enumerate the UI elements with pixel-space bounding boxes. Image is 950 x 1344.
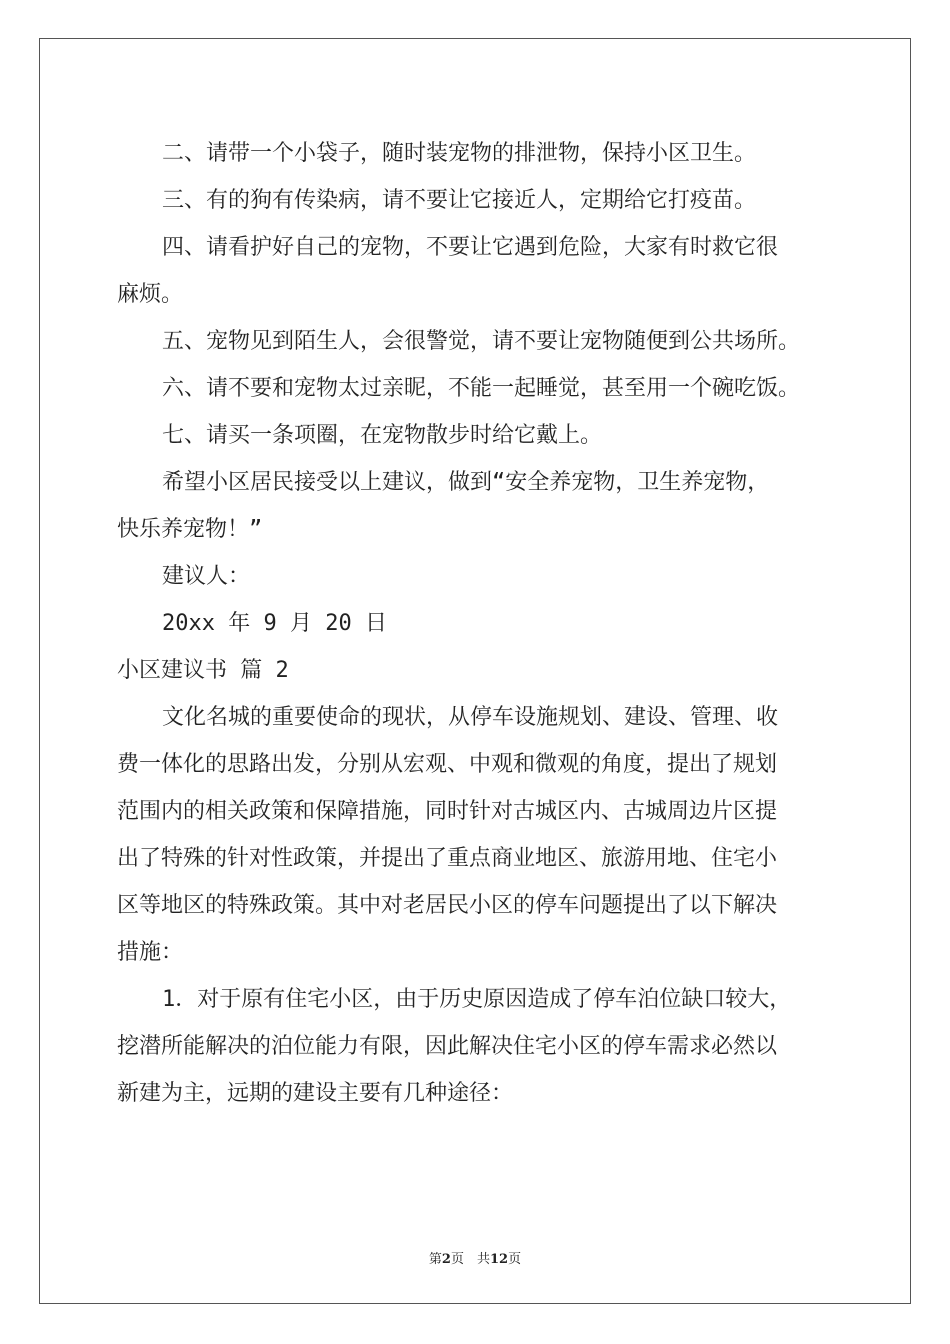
paragraph-line: 希望小区居民接受以上建议，做到“安全养宠物，卫生养宠物， xyxy=(162,470,770,495)
paragraph-line: 麻烦。 xyxy=(117,282,184,307)
paragraph-line: 快乐养宠物！” xyxy=(117,517,263,542)
paragraph-line: 出了特殊的针对性政策，并提出了重点商业地区、旅游用地、住宅小 xyxy=(117,846,778,871)
page-mid: 页 共 xyxy=(450,1252,490,1267)
paragraph-line: 二、请带一个小袋子，随时装宠物的排泄物，保持小区卫生。 xyxy=(162,141,757,166)
paragraph-line: 新建为主，远期的建设主要有几种途径： xyxy=(117,1081,514,1106)
paragraph-line: 范围内的相关政策和保障措施，同时针对古城区内、古城周边片区提 xyxy=(117,799,778,824)
paragraph-line: 三、有的狗有传染病，请不要让它接近人，定期给它打疫苗。 xyxy=(162,188,757,213)
total-page-number: 12 xyxy=(489,1252,509,1267)
paragraph-line: 五、宠物见到陌生人，会很警觉，请不要让宠物随便到公共场所。 xyxy=(162,329,801,354)
document-body xyxy=(117,130,862,1117)
date-line: 20xx 年 9 月 20 日 xyxy=(162,611,387,636)
paragraph-line: 文化名城的重要使命的现状，从停车设施规划、建设、管理、收 xyxy=(162,705,779,730)
page-footer xyxy=(0,1248,950,1267)
paragraph-line: 七、请买一条项圈，在宠物散步时给它戴上。 xyxy=(162,423,603,448)
paragraph-line: 费一体化的思路出发，分别从宏观、中观和微观的角度，提出了规划 xyxy=(117,752,778,777)
paragraph-line: 措施： xyxy=(117,940,184,965)
proposer-label: 建议人： xyxy=(162,564,251,589)
section-heading: 小区建议书 篇 2 xyxy=(117,658,289,683)
paragraph-line: 四、请看护好自己的宠物，不要让它遇到危险，大家有时救它很 xyxy=(162,235,779,260)
paragraph-line: 区等地区的特殊政策。其中对老居民小区的停车问题提出了以下解决 xyxy=(117,893,778,918)
page-prefix: 第 xyxy=(428,1252,442,1267)
current-page-number: 2 xyxy=(441,1252,451,1267)
paragraph-line: 1．对于原有住宅小区，由于历史原因造成了停车泊位缺口较大， xyxy=(162,987,792,1012)
paragraph-line: 六、请不要和宠物太过亲昵，不能一起睡觉，甚至用一个碗吃饭。 xyxy=(162,376,801,401)
paragraph-line: 挖潜所能解决的泊位能力有限，因此解决住宅小区的停车需求必然以 xyxy=(117,1034,778,1059)
page-suffix: 页 xyxy=(508,1252,522,1267)
